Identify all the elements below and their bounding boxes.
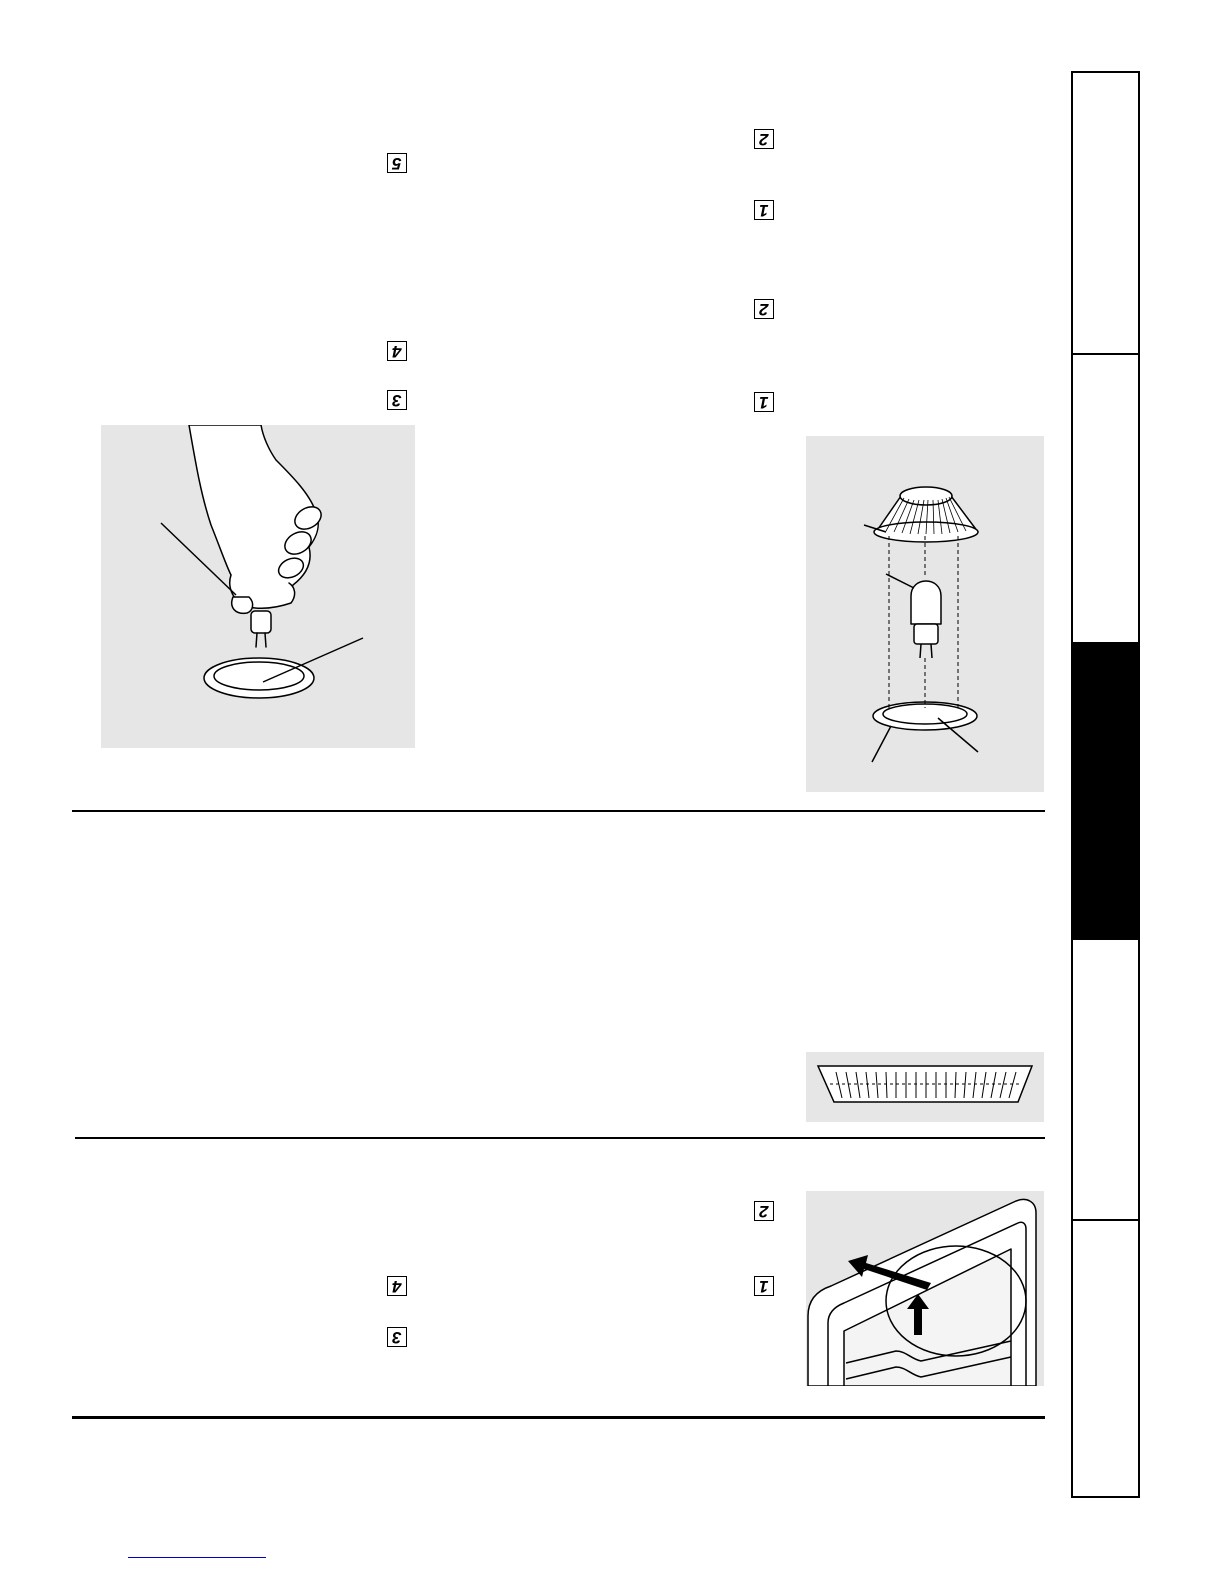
side-tab-3-active[interactable] [1071,642,1140,939]
step-marker: 1 [754,1276,774,1296]
section-divider [75,1137,1045,1139]
step-marker: 2 [754,129,774,149]
light-cover-illustration [806,436,1044,792]
step-marker: 4 [387,1276,407,1296]
step-marker: 5 [387,153,407,173]
footer-rule [128,1557,266,1558]
section-divider [72,1416,1045,1419]
hand-bulb-drawing [101,425,415,748]
step-marker: 3 [387,1327,407,1347]
side-tab-2[interactable] [1071,353,1140,643]
step-marker: 4 [387,341,407,361]
step-marker: 1 [754,200,774,220]
side-tab-4[interactable] [1071,938,1140,1220]
door-removal-illustration [806,1191,1044,1386]
section-divider [72,810,1045,812]
step-marker: 2 [754,1201,774,1221]
step-marker: 1 [754,392,774,412]
oven-door-drawing [806,1191,1044,1386]
side-tab-5[interactable] [1071,1219,1140,1498]
bulb-removal-illustration [101,425,415,748]
step-marker: 3 [387,390,407,410]
step-marker: 2 [754,299,774,319]
pan-drawing [806,1052,1044,1122]
pan-illustration [806,1052,1044,1122]
lamp-assembly-drawing [806,436,1044,792]
side-tab-1[interactable] [1071,71,1140,354]
